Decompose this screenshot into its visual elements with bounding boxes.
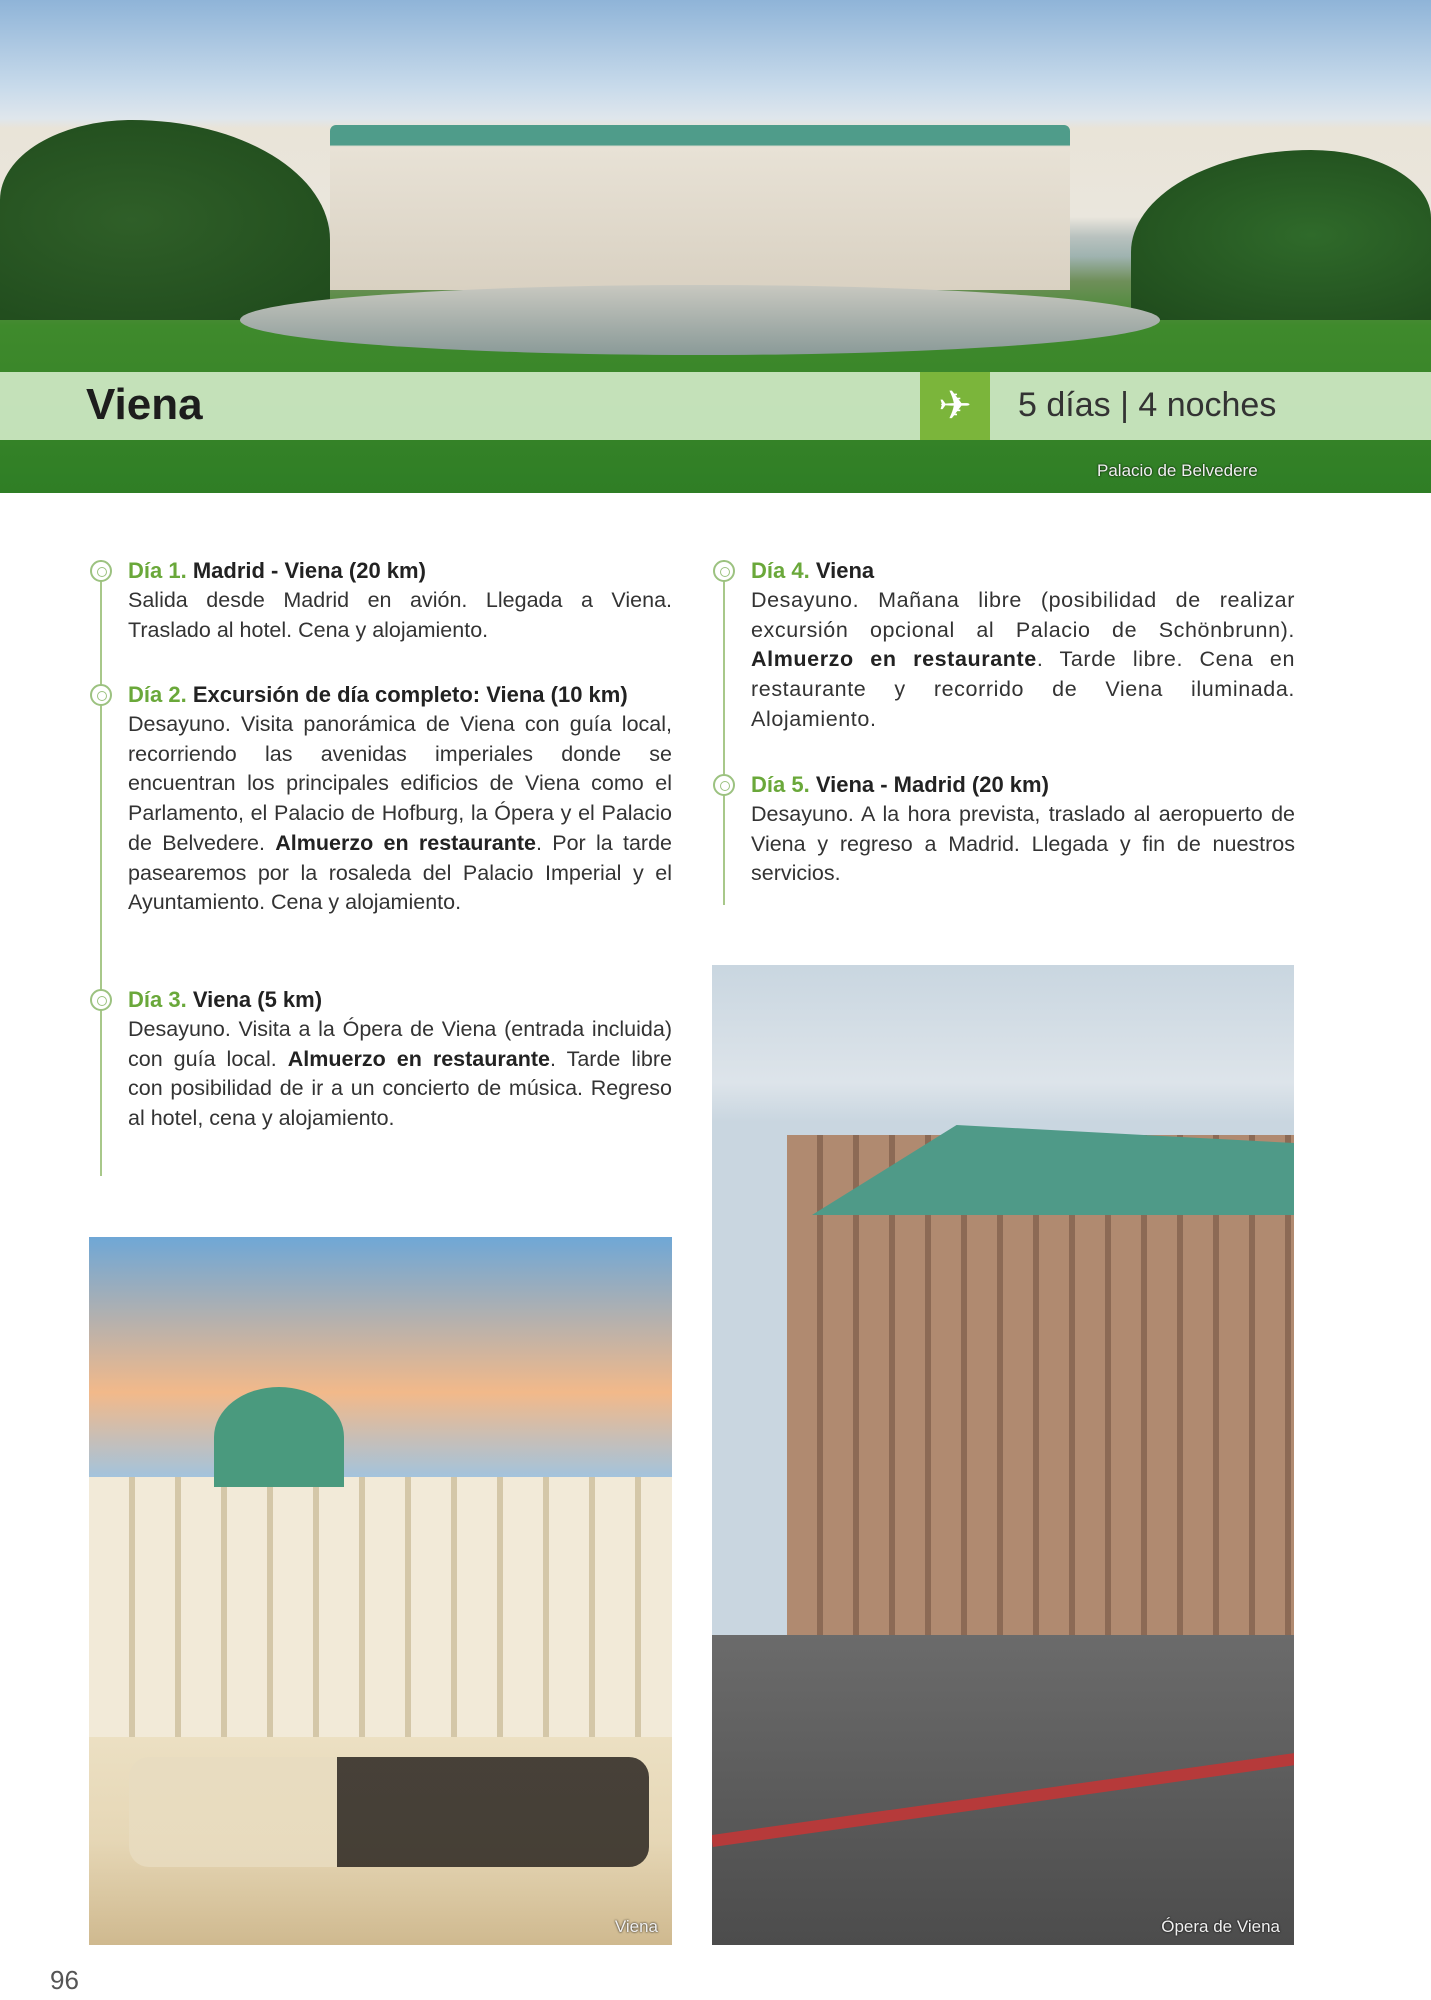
day-heading: Día 4. Viena: [751, 558, 875, 583]
day-heading: Día 3. Viena (5 km): [128, 987, 323, 1012]
trip-duration: 5 días | 4 noches: [1018, 386, 1277, 424]
photo-hofburg: [89, 1237, 672, 1945]
plane-icon: ✈: [920, 372, 990, 440]
day-heading: Día 1. Madrid - Viena (20 km): [128, 558, 426, 583]
page-title: Viena: [86, 380, 203, 429]
timeline-dot-icon: [713, 774, 735, 796]
photo-caption: Ópera de Viena: [1161, 1917, 1280, 1936]
timeline-dot-icon: [90, 989, 112, 1011]
day-text: Salida desde Madrid en avión. Llegada a Viena. Traslado al hotel. Cena y alojamiento.: [128, 588, 672, 642]
day-1: [90, 556, 672, 645]
reflecting-pool: [240, 285, 1160, 355]
horse-carriage: [129, 1757, 649, 1867]
timeline-dot-icon: [90, 560, 112, 582]
day-heading: Día 2. Excursión de día completo: Viena (10 km): [128, 682, 628, 707]
day-heading: Día 5. Viena - Madrid (20 km): [751, 772, 1049, 797]
photo-caption: Viena: [614, 1917, 658, 1936]
palace-building: [330, 125, 1070, 290]
trees: [0, 120, 330, 320]
photo-opera: [712, 965, 1294, 1945]
day-3: [90, 985, 672, 1134]
day-text: Desayuno. Mañana libre (posibilidad de realizar excursión opcional al Palacio de Schönbrunn). Almuerzo en restaurante. Tarde libre. Cena en restaurante y recorrido de Viena iluminada. Alojamiento.: [751, 588, 1295, 731]
day-4: [713, 556, 1295, 735]
day-text: Desayuno. Visita a la Ópera de Viena (entrada incluida) con guía local. Almuerzo en restaurante. Tarde libre con posibilidad de ir a un concierto de música. Regreso al hotel, cena y alojamiento.: [128, 1017, 672, 1131]
day-5: [713, 770, 1295, 889]
photo-caption: Palacio de Belvedere: [1097, 461, 1258, 480]
day-text: Desayuno. A la hora prevista, traslado al aeropuerto de Viena y regreso a Madrid. Llegada y fin de nuestros servicios.: [751, 802, 1295, 886]
page-number: 96: [50, 1965, 79, 1995]
timeline-dot-icon: [90, 684, 112, 706]
day-text: Desayuno. Visita panorámica de Viena con guía local, recorriendo las avenidas imperiales donde se encuentran los principales edificios de Viena como el Parlamento, el Palacio de Hofburg, la Ópera y el Palacio de Belvedere. Almuerzo en restaurante. Por la tarde pasearemos por la rosaleda del Palacio Imperial y el Ayuntamiento. Cena y alojamiento.: [128, 712, 672, 915]
timeline-dot-icon: [713, 560, 735, 582]
day-2: [90, 680, 672, 918]
trees: [1131, 150, 1431, 320]
